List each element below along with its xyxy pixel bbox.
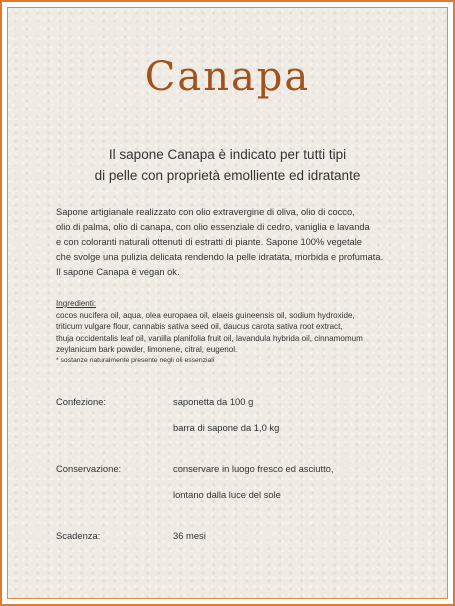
- description-line: Il sapone Canapa è vegan ok.: [56, 267, 180, 278]
- confezione-label: Confezione:: [56, 396, 107, 407]
- conservazione-label: Conservazione:: [56, 463, 122, 474]
- product-description: [56, 205, 426, 280]
- ingredients-line: zeylanicum bark powder, limonene, citral, eugenol.: [56, 345, 238, 355]
- confezione-value: saponetta da 100 g: [173, 396, 254, 407]
- subtitle-line: Il sapone Canapa è indicato per tutti tipi: [108, 147, 347, 162]
- description-line: Sapone artigianale realizzato con olio extravergine di oliva, olio di cocco,: [56, 207, 355, 217]
- ingredients-line: triticum vulgare flour, cannabis sativa seed oil, daucus carota sativa root extract,: [56, 322, 343, 332]
- ingredients-section: [56, 298, 428, 366]
- product-subtitle: [8, 144, 447, 186]
- confezione-value: barra di sapone da 1,0 kg: [173, 422, 280, 433]
- description-line: e con coloranti naturali ottenuti di estratti di piante. Sapone 100% vegetale: [56, 237, 362, 248]
- scadenza-value: 36 mesi: [173, 530, 206, 541]
- conservazione-value: conservare in luogo fresco ed asciutto,: [173, 463, 334, 474]
- description-line: che svolge una pulizia delicata rendendo la pelle idratata, morbida e profumata.: [56, 252, 384, 263]
- parchment-panel: [7, 7, 448, 599]
- description-line: olio di palma, olio di canapa, con olio essenziale di cedro, vaniglia e lavanda: [56, 222, 370, 233]
- conservazione-value: lontano dalla luce del sole: [173, 489, 281, 500]
- ingredients-line: cocos nucifera oil, aqua, olea europaea oil, elaeis guineensis oil, sodium hydroxide,: [56, 310, 355, 320]
- subtitle-line: di pelle con proprietà emolliente ed idratante: [94, 168, 361, 183]
- scadenza-label: Scadenza:: [56, 530, 101, 541]
- product-title: Canapa: [144, 54, 311, 100]
- ingredients-note: * sostanze naturalmente presente negli oli essenziali: [56, 356, 215, 364]
- ingredients-line: thuja occidentalis leaf oil, vanilla planifolia fruit oil, lavandula hybrida oil, cinnamomum: [56, 333, 363, 343]
- ingredients-heading: Ingredienti:: [56, 299, 97, 308]
